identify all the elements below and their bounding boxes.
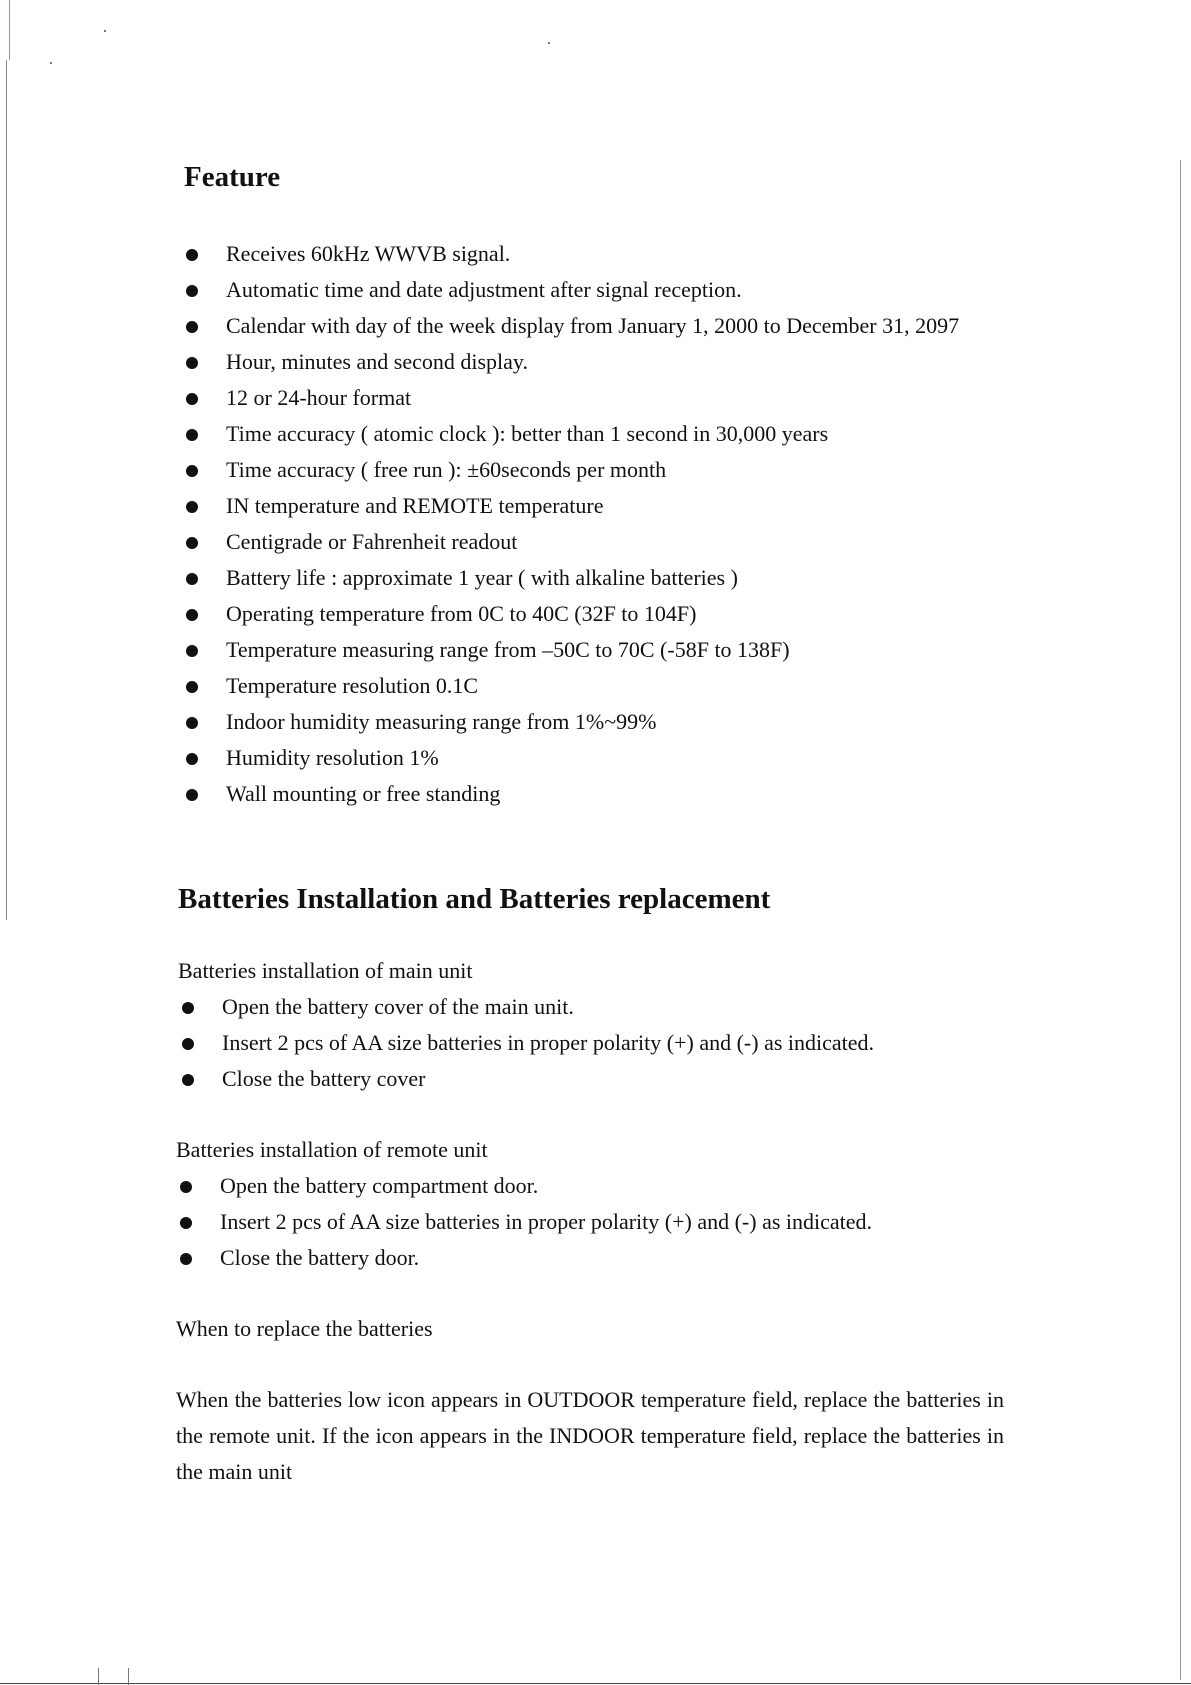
- scan-edge-left: [6, 60, 7, 920]
- feature-item: Operating temperature from 0C to 40C (32F to 104F): [182, 596, 1022, 632]
- scan-speck: [548, 42, 550, 44]
- feature-item: Temperature resolution 0.1C: [182, 668, 1022, 704]
- main-unit-steps: [178, 989, 1018, 1097]
- replace-label: When to replace the batteries: [176, 1316, 433, 1341]
- feature-item: Battery life : approximate 1 year ( with alkaline batteries ): [182, 560, 1022, 596]
- feature-item: Calendar with day of the week display from January 1, 2000 to December 31, 2097: [182, 308, 1022, 344]
- feature-item: Humidity resolution 1%: [182, 740, 1022, 776]
- feature-item: Centigrade or Fahrenheit readout: [182, 524, 1022, 560]
- feature-item: Wall mounting or free standing: [182, 776, 1022, 812]
- feature-item: Indoor humidity measuring range from 1%~99%: [182, 704, 1022, 740]
- feature-item: Receives 60kHz WWVB signal.: [182, 236, 1022, 272]
- remote-unit-step: Insert 2 pcs of AA size batteries in proper polarity (+) and (-) as indicated.: [176, 1204, 1016, 1240]
- replace-body: When the batteries low icon appears in OUTDOOR temperature field, replace the batteries in the remote unit. If the icon appears in the INDOOR temperature field, replace the batteries in the main unit: [176, 1387, 1004, 1484]
- scan-edge-left-top: [9, 0, 10, 60]
- main-unit-step: Close the battery cover: [178, 1061, 1018, 1097]
- feature-heading: Feature: [184, 161, 281, 193]
- feature-item: Time accuracy ( free run ): ±60seconds per month: [182, 452, 1022, 488]
- feature-item: 12 or 24-hour format: [182, 380, 1022, 416]
- scan-speck: [50, 62, 52, 64]
- feature-list: [182, 236, 1022, 812]
- feature-item: Hour, minutes and second display.: [182, 344, 1022, 380]
- remote-unit-steps: [176, 1168, 1016, 1276]
- scan-edge-bottom: [0, 1683, 1191, 1684]
- feature-item: Temperature measuring range from –50C to 70C (-58F to 138F): [182, 632, 1022, 668]
- feature-item: Automatic time and date adjustment after signal reception.: [182, 272, 1022, 308]
- remote-unit-step: Open the battery compartment door.: [176, 1168, 1016, 1204]
- scan-tick: [128, 1668, 129, 1685]
- feature-item: IN temperature and REMOTE temperature: [182, 488, 1022, 524]
- feature-item: Time accuracy ( atomic clock ): better than 1 second in 30,000 years: [182, 416, 1022, 452]
- main-unit-step: Insert 2 pcs of AA size batteries in proper polarity (+) and (-) as indicated.: [178, 1025, 1018, 1061]
- scan-speck: [104, 30, 106, 32]
- scan-tick: [98, 1668, 99, 1685]
- main-unit-step: Open the battery cover of the main unit.: [178, 989, 1018, 1025]
- main-unit-label: Batteries installation of main unit: [178, 958, 473, 983]
- remote-unit-label: Batteries installation of remote unit: [176, 1137, 488, 1162]
- scan-edge-right: [1180, 160, 1181, 1680]
- remote-unit-step: Close the battery door.: [176, 1240, 1016, 1276]
- batteries-heading: Batteries Installation and Batteries replacement: [178, 883, 771, 915]
